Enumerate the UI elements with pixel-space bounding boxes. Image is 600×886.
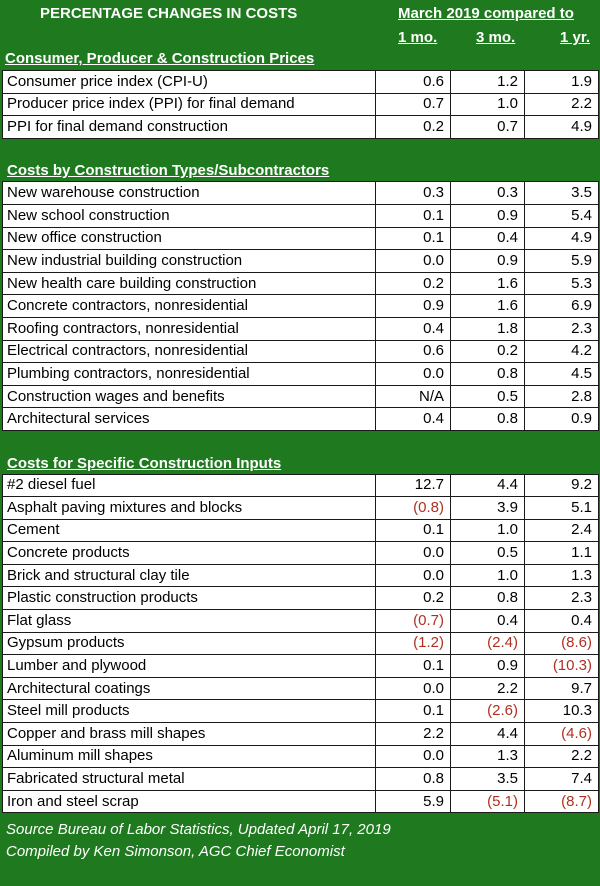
value-cell: 0.0 — [376, 363, 451, 386]
value-cell: 0.8 — [451, 363, 525, 386]
value-cell: (0.7) — [376, 610, 451, 633]
value-cell: 0.6 — [376, 71, 451, 94]
value-cell: 0.1 — [376, 700, 451, 723]
table-row — [3, 116, 599, 139]
row-label: Cement — [3, 519, 376, 542]
value-cell: (4.6) — [525, 723, 599, 746]
value-cell: 4.9 — [525, 116, 599, 139]
row-label: New health care building construction — [3, 272, 376, 295]
row-label: Architectural coatings — [3, 677, 376, 700]
value-cell: 2.3 — [525, 317, 599, 340]
value-cell: 10.3 — [525, 700, 599, 723]
table-row — [3, 408, 599, 431]
value-cell: 1.0 — [451, 519, 525, 542]
value-cell: 0.3 — [376, 182, 451, 205]
value-cell: 0.9 — [376, 295, 451, 318]
row-label: Architectural services — [3, 408, 376, 431]
table-row — [3, 295, 599, 318]
row-label: #2 diesel fuel — [3, 474, 376, 497]
value-cell: 0.1 — [376, 519, 451, 542]
row-label: Concrete products — [3, 542, 376, 565]
value-cell: 1.0 — [451, 93, 525, 116]
value-cell: 4.5 — [525, 363, 599, 386]
value-cell: 4.4 — [451, 723, 525, 746]
value-cell: 1.3 — [525, 564, 599, 587]
value-cell: 6.9 — [525, 295, 599, 318]
row-label: Fabricated structural metal — [3, 768, 376, 791]
value-cell: (8.7) — [525, 790, 599, 813]
value-cell: 0.0 — [376, 745, 451, 768]
value-cell: 0.9 — [451, 655, 525, 678]
value-cell: 5.3 — [525, 272, 599, 295]
cost-table — [2, 70, 599, 813]
row-label: Iron and steel scrap — [3, 790, 376, 813]
value-cell: 5.1 — [525, 497, 599, 520]
section-title: Costs for Specific Construction Inputs — [3, 451, 599, 474]
value-cell: 0.4 — [451, 610, 525, 633]
col-header-1yr: 1 yr. — [560, 29, 591, 46]
table-row — [3, 272, 599, 295]
row-label: New office construction — [3, 227, 376, 250]
value-cell: 0.4 — [451, 227, 525, 250]
cost-table-body — [3, 71, 599, 813]
row-label: Consumer price index (CPI-U) — [3, 71, 376, 94]
value-cell: 2.2 — [525, 745, 599, 768]
row-label: Flat glass — [3, 610, 376, 633]
value-cell: 0.5 — [451, 542, 525, 565]
table-row — [3, 700, 599, 723]
value-cell: 0.9 — [525, 408, 599, 431]
value-cell: 3.5 — [525, 182, 599, 205]
row-label: Roofing contractors, nonresidential — [3, 317, 376, 340]
row-label: New warehouse construction — [3, 182, 376, 205]
table-row — [3, 790, 599, 813]
value-cell: 0.0 — [376, 542, 451, 565]
value-cell: 9.7 — [525, 677, 599, 700]
value-cell: N/A — [376, 385, 451, 408]
table-row — [3, 227, 599, 250]
value-cell: 0.2 — [376, 116, 451, 139]
value-cell: 0.8 — [451, 587, 525, 610]
value-cell: 4.2 — [525, 340, 599, 363]
value-cell: 2.8 — [525, 385, 599, 408]
value-cell: 0.1 — [376, 204, 451, 227]
value-cell: 7.4 — [525, 768, 599, 791]
row-label: Brick and structural clay tile — [3, 564, 376, 587]
table-row — [3, 363, 599, 386]
compiled-note: Compiled by Ken Simonson, AGC Chief Economist — [6, 843, 345, 860]
section-spacer — [3, 138, 599, 159]
value-cell: (2.4) — [451, 632, 525, 655]
table-row — [3, 564, 599, 587]
table-row — [3, 340, 599, 363]
value-cell: 1.9 — [525, 71, 599, 94]
value-cell: 0.4 — [376, 408, 451, 431]
value-cell: 1.0 — [451, 564, 525, 587]
table-row — [3, 723, 599, 746]
table-row — [3, 182, 599, 205]
value-cell: 2.2 — [451, 677, 525, 700]
table-row — [3, 497, 599, 520]
value-cell: 4.9 — [525, 227, 599, 250]
value-cell: 1.2 — [451, 71, 525, 94]
row-label: New industrial building construction — [3, 250, 376, 273]
source-note: Source Bureau of Labor Statistics, Updated April 17, 2019 — [6, 821, 391, 838]
value-cell: 0.0 — [376, 250, 451, 273]
row-label: Asphalt paving mixtures and blocks — [3, 497, 376, 520]
value-cell: 0.7 — [451, 116, 525, 139]
table-row — [3, 745, 599, 768]
col-header-3mo: 3 mo. — [476, 29, 516, 46]
value-cell: 0.2 — [451, 340, 525, 363]
table-title: PERCENTAGE CHANGES IN COSTS — [40, 5, 298, 22]
table-row — [3, 542, 599, 565]
value-cell: 2.3 — [525, 587, 599, 610]
value-cell: (1.2) — [376, 632, 451, 655]
value-cell: 0.8 — [451, 408, 525, 431]
section-header-row — [3, 159, 599, 182]
table-row — [3, 474, 599, 497]
value-cell: 0.3 — [451, 182, 525, 205]
value-cell: 2.2 — [376, 723, 451, 746]
row-label: Lumber and plywood — [3, 655, 376, 678]
row-label: Aluminum mill shapes — [3, 745, 376, 768]
row-label: Producer price index (PPI) for final demand — [3, 93, 376, 116]
value-cell: 3.5 — [451, 768, 525, 791]
table-row — [3, 250, 599, 273]
value-cell: 0.4 — [525, 610, 599, 633]
value-cell: (2.6) — [451, 700, 525, 723]
row-label: Construction wages and benefits — [3, 385, 376, 408]
col-header-1mo: 1 mo. — [398, 29, 438, 46]
value-cell: 0.0 — [376, 564, 451, 587]
row-label: Gypsum products — [3, 632, 376, 655]
value-cell: 0.6 — [376, 340, 451, 363]
row-label: Plumbing contractors, nonresidential — [3, 363, 376, 386]
value-cell: 0.1 — [376, 655, 451, 678]
value-cell: (10.3) — [525, 655, 599, 678]
value-cell: 0.1 — [376, 227, 451, 250]
value-cell: 5.9 — [525, 250, 599, 273]
value-cell: 0.9 — [451, 204, 525, 227]
value-cell: 5.9 — [376, 790, 451, 813]
row-label: Steel mill products — [3, 700, 376, 723]
row-label: Plastic construction products — [3, 587, 376, 610]
value-cell: 12.7 — [376, 474, 451, 497]
table-row — [3, 519, 599, 542]
table-row — [3, 610, 599, 633]
value-cell: 0.2 — [376, 587, 451, 610]
table-row — [3, 677, 599, 700]
value-cell: (5.1) — [451, 790, 525, 813]
value-cell: 4.4 — [451, 474, 525, 497]
row-label: Copper and brass mill shapes — [3, 723, 376, 746]
table-row — [3, 655, 599, 678]
table-row — [3, 385, 599, 408]
table-row — [3, 587, 599, 610]
value-cell: 1.6 — [451, 272, 525, 295]
value-cell: 0.8 — [376, 768, 451, 791]
table-row — [3, 317, 599, 340]
row-label: Concrete contractors, nonresidential — [3, 295, 376, 318]
value-cell: 1.6 — [451, 295, 525, 318]
value-cell: 2.4 — [525, 519, 599, 542]
table-row — [3, 204, 599, 227]
comparison-header: March 2019 compared to — [398, 5, 574, 22]
value-cell: 0.5 — [451, 385, 525, 408]
value-cell: 0.4 — [376, 317, 451, 340]
section-title: Consumer, Producer & Construction Prices — [5, 50, 315, 67]
value-cell: (8.6) — [525, 632, 599, 655]
section-spacer — [3, 430, 599, 451]
row-label: Electrical contractors, nonresidential — [3, 340, 376, 363]
table-row — [3, 71, 599, 94]
row-label: New school construction — [3, 204, 376, 227]
table-row — [3, 768, 599, 791]
value-cell: (0.8) — [376, 497, 451, 520]
value-cell: 2.2 — [525, 93, 599, 116]
value-cell: 0.9 — [451, 250, 525, 273]
table-row — [3, 632, 599, 655]
value-cell: 9.2 — [525, 474, 599, 497]
value-cell: 1.8 — [451, 317, 525, 340]
section-title: Costs by Construction Types/Subcontractors — [3, 159, 599, 182]
row-label: PPI for final demand construction — [3, 116, 376, 139]
value-cell: 3.9 — [451, 497, 525, 520]
value-cell: 0.7 — [376, 93, 451, 116]
value-cell: 0.0 — [376, 677, 451, 700]
value-cell: 5.4 — [525, 204, 599, 227]
section-header-row — [3, 451, 599, 474]
value-cell: 0.2 — [376, 272, 451, 295]
value-cell: 1.3 — [451, 745, 525, 768]
value-cell: 1.1 — [525, 542, 599, 565]
table-row — [3, 93, 599, 116]
